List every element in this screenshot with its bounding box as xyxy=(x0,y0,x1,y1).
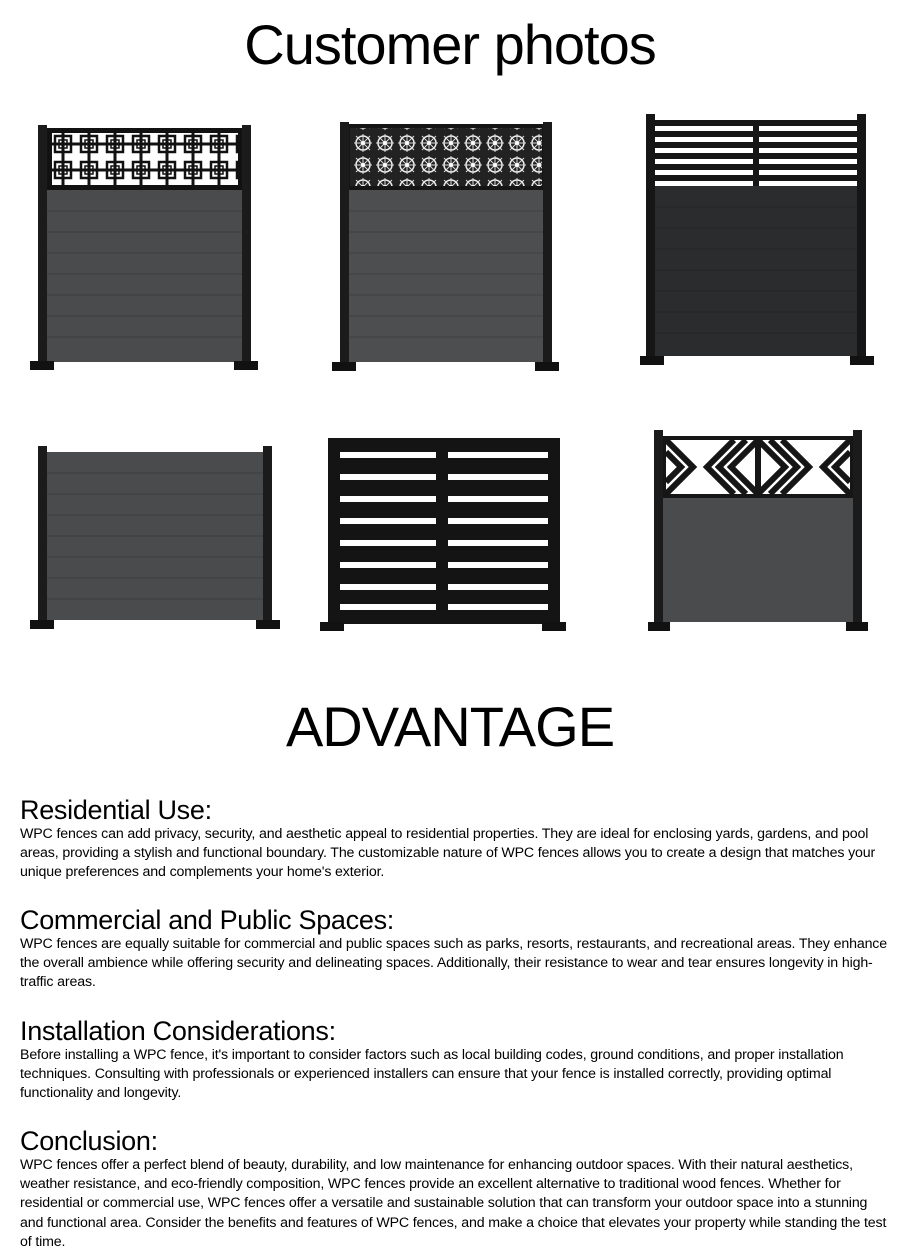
fence-full-slat-image xyxy=(318,436,573,636)
section-body: WPC fences offer a perfect blend of beauty, durability, and low maintenance for enhancing outdoor spaces. With their natural aesthetics, weather resistance, and eco-friendly composition, WPC fences provide an excellent alternative to traditional wood fences. Whether for residential or commercial use, WPC fences offer a versatile and sustainable solution that can transform your outdoor space into a stunning and functional area. Consider the benefits and features of WPC fences, and make a choice that elevates your property while standing the test of time. xyxy=(20,1157,887,1250)
fence-square-lattice-top-image xyxy=(24,105,264,375)
fence-solid-board-image xyxy=(24,440,282,635)
section-installation xyxy=(20,1016,890,1104)
section-residential-use xyxy=(20,795,890,883)
section-heading: Commercial and Public Spaces: xyxy=(20,905,394,935)
fence-floral-pattern-top-image xyxy=(330,110,565,375)
section-heading: Conclusion: xyxy=(20,1126,158,1156)
section-body: WPC fences can add privacy, security, and aesthetic appeal to residential properties. They are ideal for enclosing yards, gardens, and pool areas, providing a stylish and functional boundary. The customizable nature of WPC fences allows you to create a design that matches your unique preferences and complements your home's exterior. xyxy=(20,826,876,881)
section-heading: Residential Use: xyxy=(20,795,212,825)
page-title: Customer photos xyxy=(244,13,656,76)
section-body: WPC fences are equally suitable for commercial and public spaces such as parks, resorts, restaurants, and recreational areas. They enhance the overall ambience while offering security and delineating spaces. Additionally, their resistance to wear and tear ensures longevity in high-traffic areas. xyxy=(20,936,887,991)
section-commercial-public xyxy=(20,905,890,993)
fence-horizontal-slat-top-image xyxy=(638,112,878,372)
section-heading: Installation Considerations: xyxy=(20,1016,336,1046)
fence-chevron-top-image xyxy=(648,428,870,638)
section-body: Before installing a WPC fence, it's important to consider factors such as local building codes, ground conditions, and proper installation techniques. Consulting with professionals or experienced installers can ensure that your fence is installed correctly, providing optimal functionality and longevity. xyxy=(20,1047,844,1102)
section-conclusion xyxy=(20,1126,890,1252)
advantage-title: ADVANTAGE xyxy=(285,695,615,758)
